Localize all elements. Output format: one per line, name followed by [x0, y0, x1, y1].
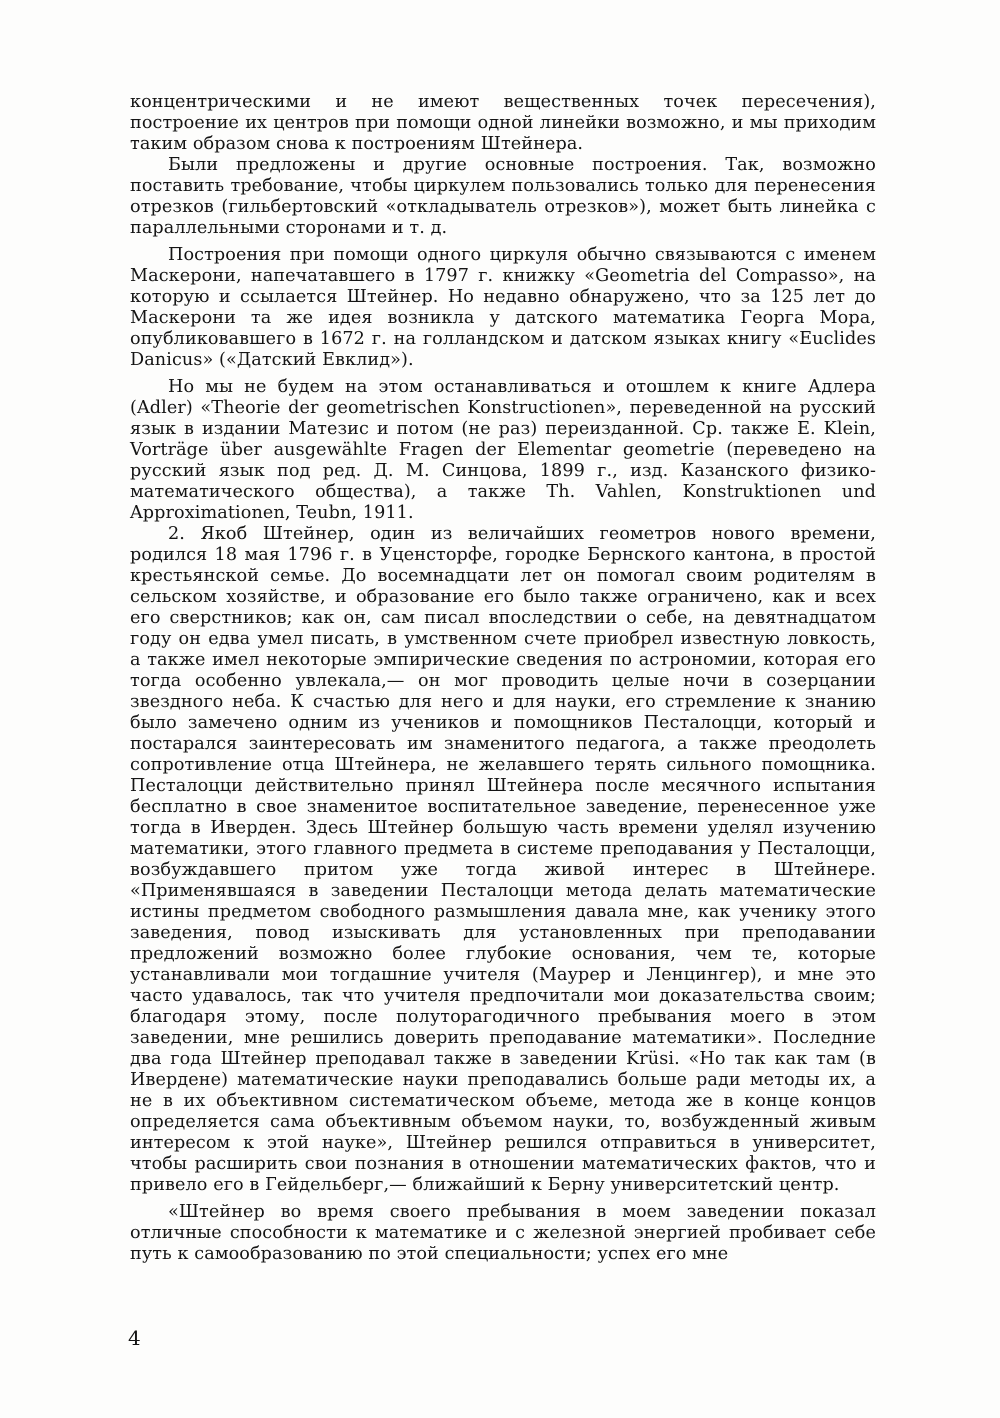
paragraph-continuation-steiner-constructions: концентрическими и не имеют вещественных точек пересечения), построение их центров при помощи одной линейки возможно, и мы приходим таким образом снова к построениям Штейнера. — [130, 92, 876, 154]
paragraph-steiner-biography: 2. Якоб Штейнер, один из величайших геометров нового времени, родился 18 мая 1796 г. в Уценсторфе, городке Бернского кантона, в простой крестьянской семье. До восемнадцати лет он помогал своим родителям в сельском хозяйстве, и образование его было также ограничено, как и всех его сверстников; как он, сам писал впоследствии о себе, на девятнадцатом году он едва умел писать, в умственном счете приобрел известную ловкость, а также имел некоторые эмпирические сведения по астрономии, которая его тогда особенно увлекала,— он мог проводить целые ночи в созерцании звездного неба. К счастью для него и для науки, его стремление к знанию было замечено одним из учеников и помощников Песталоцци, который и постарался заинтересовать им знаменитого педагога, а также преодолеть сопротивление отца Штейнера, не желавшего терять сильного помощника. Песталоцци действительно принял Штейнера после месячного испытания бесплатно в свое знаменитое воспитательное заведение, перенесенное уже тогда в Иверден. Здесь Штейнер большую часть времени уделял изучению математики, этого главного предмета в системе преподавания у Песталоцци, возбуждавшего притом уже тогда живой интерес в Штейнере. «Применявшаяся в заведении Песталоцци метода делать математические истины предметом свободного размышления давала мне, как ученику этого заведения, повод изыскивать для установленных при преподавании предложений возможно более глубокие основания, чем те, которые устанавливали мои тогдашние учителя (Маурер и Ленцингер), и мне это часто удавалось, так что учителя предпочитали мои доказательства своим; благодаря этому, после полуторагодичного пребывания моего в этом заведении, мне решились доверить преподавание математики». Последние два года Штейнер преподавал также в заведении Krüsi. «Но так как там (в Ивердене) математические науки преподавались больше ради методы их, а не в их объективном систематическом объеме, метода же в конце концов определяется сама объективным объемом науки, то, возбужденный живым интересом к этой науке», Штейнер решился отправиться в университет, чтобы расширить свои познания в отношении математических фактов, что и привело его в Гейдельберг,— ближайший к Берну университетский центр. — [130, 524, 876, 1195]
paragraph-other-constructions: Были предложены и другие основные построения. Так, возможно поставить требование, чтобы циркулем пользовались только для перенесения отрезков (гильбертовский «откладыватель отрезков»), может быть линейка с параллельными сторонами и т. д. — [130, 155, 876, 238]
paragraph-mascheroni-mohr: Построения при помощи одного циркуля обычно связываются с именем Маскерони, напечатавшего в 1797 г. книжку «Geometria del Compasso», на которую и ссылается Штейнер. Но недавно обнаружено, что за 125 лет до Маскерони та же идея возникла у датского математика Георга Мора, опубликовавшего в 1672 г. на голландском и датском языках книгу «Euclides Danicus» («Датский Евклид»). — [130, 245, 876, 370]
paragraph-references-adler-klein: Но мы не будем на этом останавливаться и отошлем к книге Адлера (Adler) «Theorie der geometrischen Konstructionen», переведенной на русский язык в издании Матезис и потом (не раз) переизданной. Ср. также E. Klein, Vorträge über ausgewählte Fragen der Elementar geometrie (переведено на русский язык под ред. Д. М. Синцова, 1899 г., изд. Казанского физико-математического общества), а также Th. Vahlen, Konstruktionen und Approximationen, Teubn, 1911. — [130, 377, 876, 523]
page-body — [130, 92, 876, 1265]
paragraph-steiner-quote: «Штейнер во время своего пребывания в моем заведении показал отличные способности к математике и с железной энергией пробивает себе путь к самообразованию по этой специальности; успех его мне — [130, 1202, 876, 1264]
page-number: 4 — [128, 1326, 141, 1350]
